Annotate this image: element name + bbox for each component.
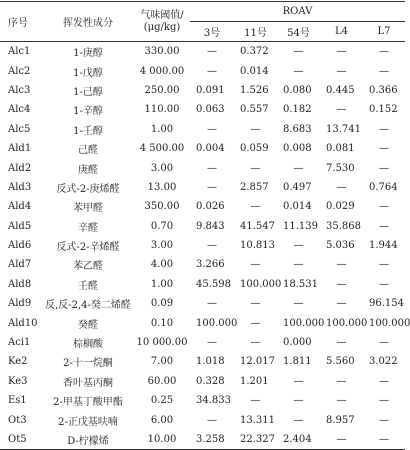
row-roav-value: 34.833 <box>196 395 231 407</box>
row-threshold: 10.00 <box>134 430 190 450</box>
row-roav-value: 0.008 <box>283 143 312 155</box>
row-roav-value: — <box>250 201 261 213</box>
row-roav-value: — <box>207 181 217 193</box>
row-id: Ke2 <box>8 356 28 368</box>
row-threshold: 3.00 <box>150 240 174 252</box>
row-roav-value: 3.258 <box>190 430 234 450</box>
row-roav-value: 1.944 <box>369 240 398 252</box>
row-roav-value: 1.018 <box>196 356 225 368</box>
row-roav-value: 0.081 <box>326 143 355 155</box>
table-row <box>0 430 405 450</box>
row-roav-value: — <box>379 46 389 58</box>
table-row <box>0 120 405 139</box>
header-sample-l4: L4 <box>320 22 363 42</box>
row-roav-value: — <box>207 414 217 426</box>
row-threshold: 10 000.00 <box>136 337 188 349</box>
table-row <box>0 255 405 274</box>
row-roav-value: 35.868 <box>326 220 361 232</box>
row-roav-value: — <box>293 375 304 387</box>
row-id: Alc2 <box>8 65 31 77</box>
row-roav-value: — <box>336 65 347 77</box>
row-compound: 己醛 <box>78 145 98 157</box>
row-roav-value: — <box>207 65 217 77</box>
header-sample-3: 3号 <box>190 22 234 42</box>
row-roav-value: 0.063 <box>196 104 225 116</box>
table-row <box>0 352 405 371</box>
header-compound: 挥发性成分 <box>42 2 134 42</box>
row-roav-value: — <box>379 259 389 271</box>
row-compound: 1-辛醇 <box>73 106 103 118</box>
row-id: Ald6 <box>8 240 32 252</box>
row-roav-value: — <box>363 430 405 450</box>
row-roav-value: — <box>336 259 347 271</box>
row-roav-value: 12.017 <box>240 356 275 368</box>
row-roav-value: — <box>379 123 389 135</box>
row-threshold: 4.00 <box>150 259 174 271</box>
row-compound: 1-己醇 <box>73 86 103 98</box>
row-roav-value: — <box>379 337 389 349</box>
table-row <box>0 275 405 294</box>
row-id: Ald5 <box>8 220 32 232</box>
table-row <box>0 236 405 255</box>
row-id: Ald2 <box>8 162 32 174</box>
row-roav-value: 0.328 <box>196 375 225 387</box>
row-roav-value: — <box>379 395 389 407</box>
row-roav-value: — <box>293 298 304 310</box>
table-row <box>0 81 405 100</box>
row-roav-value: 1.526 <box>240 84 269 96</box>
row-roav-value: — <box>336 298 347 310</box>
row-roav-value: 0.059 <box>240 143 269 155</box>
row-roav-value: — <box>336 104 347 116</box>
row-roav-value: 1.201 <box>240 375 269 387</box>
row-roav-value: 0.014 <box>283 201 312 213</box>
row-roav-value: 10.813 <box>240 240 275 252</box>
row-roav-value: — <box>379 414 389 426</box>
row-threshold: 110.00 <box>144 104 180 116</box>
row-id: Alc1 <box>8 46 31 58</box>
header-seq: 序号 <box>0 2 42 42</box>
row-id: Ald3 <box>8 181 32 193</box>
row-roav-value: — <box>379 201 389 213</box>
row-roav-value: 5.036 <box>326 240 355 252</box>
table-row <box>0 139 405 158</box>
row-roav-value: 100.000 <box>196 317 238 329</box>
row-roav-value: — <box>336 375 347 387</box>
row-roav-value: — <box>250 317 261 329</box>
table-row <box>0 410 405 429</box>
row-threshold: 250.00 <box>144 84 180 96</box>
table-row <box>0 178 405 197</box>
row-roav-value: — <box>379 162 389 174</box>
row-id: Ald8 <box>8 278 32 290</box>
row-compound: 2-正戊基呋喃 <box>58 416 118 428</box>
row-roav-value: 8.957 <box>326 414 355 426</box>
row-roav-value: 22.327 <box>234 430 277 450</box>
row-roav-value: 0.372 <box>240 46 269 58</box>
row-roav-value: — <box>379 375 389 387</box>
table-body <box>0 42 410 450</box>
row-roav-value: 0.014 <box>240 65 269 77</box>
header-threshold <box>134 2 190 42</box>
row-roav-value: 0.764 <box>369 181 398 193</box>
row-threshold: 1.00 <box>150 278 174 290</box>
row-compound: 香叶基丙酮 <box>63 377 113 389</box>
row-roav-value: 0.000 <box>283 337 312 349</box>
row-threshold: 330.00 <box>144 46 180 58</box>
row-threshold: 4 500.00 <box>139 143 185 155</box>
row-roav-value: 11.139 <box>283 220 318 232</box>
row-roav-value: — <box>379 65 389 77</box>
row-roav-value: — <box>207 46 217 58</box>
row-threshold: 0.70 <box>150 220 174 232</box>
row-id: Aci1 <box>8 337 31 349</box>
table-row <box>0 217 405 236</box>
row-roav-value: 2.404 <box>277 430 320 450</box>
row-id: Ald10 <box>8 317 38 329</box>
row-roav-value: — <box>379 143 389 155</box>
table-row <box>0 61 405 80</box>
row-roav-value: 96.154 <box>369 298 404 310</box>
row-id: Alc5 <box>8 123 31 135</box>
row-compound: 1-庚醇 <box>73 48 103 60</box>
row-roav-value: 0.152 <box>369 104 398 116</box>
row-id: Alc4 <box>8 104 31 116</box>
row-threshold: 0.25 <box>150 395 174 407</box>
table-row <box>0 158 405 177</box>
row-roav-value: — <box>293 414 304 426</box>
row-roav-value: 0.029 <box>326 201 355 213</box>
row-roav-value: 0.004 <box>196 143 225 155</box>
row-roav-value: 8.683 <box>283 123 312 135</box>
row-threshold: 1.00 <box>150 123 174 135</box>
row-roav-value: — <box>250 395 261 407</box>
row-roav-value: 7.530 <box>326 162 355 174</box>
row-roav-value: — <box>207 337 217 349</box>
row-roav-value: — <box>336 395 347 407</box>
row-threshold: 4 000.00 <box>139 65 185 77</box>
row-roav-value: — <box>293 162 304 174</box>
row-roav-value: 0.557 <box>240 104 269 116</box>
row-roav-value: — <box>250 123 261 135</box>
header-threshold-line1: 气味阈值/ <box>140 9 184 21</box>
roav-table <box>0 1 410 450</box>
row-roav-value: — <box>293 259 304 271</box>
table-row <box>0 100 405 119</box>
row-compound: 壬醛 <box>78 280 98 292</box>
row-roav-value: 41.547 <box>240 220 275 232</box>
row-threshold: 350.00 <box>144 201 180 213</box>
row-threshold: 3.00 <box>150 162 174 174</box>
table-row <box>0 42 405 62</box>
row-roav-value: 1.811 <box>283 356 312 368</box>
row-roav-value: — <box>250 337 261 349</box>
row-id: Ald4 <box>8 201 32 213</box>
row-compound: 癸醛 <box>78 319 98 331</box>
row-id: Ald1 <box>8 143 32 155</box>
row-roav-value: 13.741 <box>326 123 361 135</box>
row-roav-value: 5.560 <box>326 356 355 368</box>
row-roav-value: — <box>379 278 389 290</box>
header-roav: ROAV <box>190 2 405 22</box>
row-roav-value: — <box>293 46 304 58</box>
row-roav-value: — <box>250 259 261 271</box>
row-roav-value: — <box>207 240 217 252</box>
row-compound: 1-戊醇 <box>73 67 103 79</box>
row-id: Ke3 <box>8 375 28 387</box>
table-row <box>0 333 405 352</box>
row-compound: 苯乙醛 <box>73 261 103 273</box>
row-compound: 2-十一烷酮 <box>63 358 113 370</box>
row-roav-value: 100.000 <box>326 317 368 329</box>
row-roav-value: — <box>250 162 261 174</box>
row-roav-value: — <box>293 65 304 77</box>
row-threshold: 6.00 <box>150 414 174 426</box>
table-row <box>0 197 405 216</box>
row-threshold: 13.00 <box>147 181 177 193</box>
row-compound: 苯甲醛 <box>73 203 103 215</box>
row-id: Es1 <box>8 395 27 407</box>
row-roav-value: — <box>207 298 217 310</box>
row-roav-value: 0.445 <box>326 84 355 96</box>
row-roav-value: 100.000 <box>283 317 325 329</box>
row-roav-value: 0.091 <box>196 84 225 96</box>
row-compound: 反,反-2,4-癸二烯醛 <box>45 300 131 312</box>
row-roav-value: 2.857 <box>240 181 269 193</box>
table-row <box>0 313 405 332</box>
row-roav-value: — <box>379 220 389 232</box>
row-roav-value: 0.026 <box>196 201 225 213</box>
row-roav-value: 13.311 <box>240 414 275 426</box>
row-id: Ot5 <box>0 430 42 450</box>
row-roav-value: 100.000 <box>369 317 410 329</box>
row-roav-value: 0.366 <box>369 84 398 96</box>
row-id: Ald9 <box>8 298 32 310</box>
row-id: Ald7 <box>8 259 32 271</box>
row-roav-value: — <box>207 123 217 135</box>
row-compound: D-柠檬烯 <box>42 430 134 450</box>
row-threshold: 0.09 <box>150 298 174 310</box>
row-compound: 辛醛 <box>78 222 98 234</box>
row-roav-value: — <box>336 181 347 193</box>
row-threshold: 60.00 <box>147 375 177 387</box>
row-roav-value: — <box>336 46 347 58</box>
row-roav-value: 45.598 <box>196 278 231 290</box>
row-compound: 庚醛 <box>78 164 98 176</box>
row-roav-value: — <box>250 298 261 310</box>
row-roav-value: — <box>320 430 363 450</box>
row-compound: 棕榈酸 <box>73 339 103 351</box>
row-roav-value: 0.497 <box>283 181 312 193</box>
row-compound: 1-壬醇 <box>73 125 103 137</box>
header-sample-l7: L7 <box>363 22 405 42</box>
row-roav-value: — <box>336 337 347 349</box>
row-roav-value: 3.266 <box>196 259 225 271</box>
row-roav-value: 0.080 <box>283 84 312 96</box>
header-sample-54: 54号 <box>277 22 320 42</box>
row-roav-value: 9.843 <box>196 220 225 232</box>
table-row <box>0 372 405 391</box>
row-roav-value: — <box>336 278 347 290</box>
row-roav-value: — <box>207 162 217 174</box>
row-roav-value: 0.182 <box>283 104 312 116</box>
table-row <box>0 294 405 313</box>
row-roav-value: 18.531 <box>283 278 318 290</box>
row-roav-value: — <box>293 395 304 407</box>
row-compound: 反式-2-辛烯醛 <box>56 242 120 254</box>
row-roav-value: 3.022 <box>369 356 398 368</box>
row-threshold: 7.00 <box>150 356 174 368</box>
row-compound: 2-甲基丁酸甲酯 <box>53 397 123 409</box>
header-sample-11: 11号 <box>234 22 277 42</box>
header-threshold-line2: (μg/kg) <box>143 21 181 33</box>
row-compound: 反式-2-庚烯醛 <box>56 183 120 195</box>
row-id: Ot3 <box>8 414 27 426</box>
row-threshold: 0.10 <box>150 317 174 329</box>
table-row <box>0 391 405 410</box>
row-id: Alc3 <box>8 84 31 96</box>
row-roav-value: — <box>293 240 304 252</box>
row-roav-value: 100.000 <box>240 278 282 290</box>
